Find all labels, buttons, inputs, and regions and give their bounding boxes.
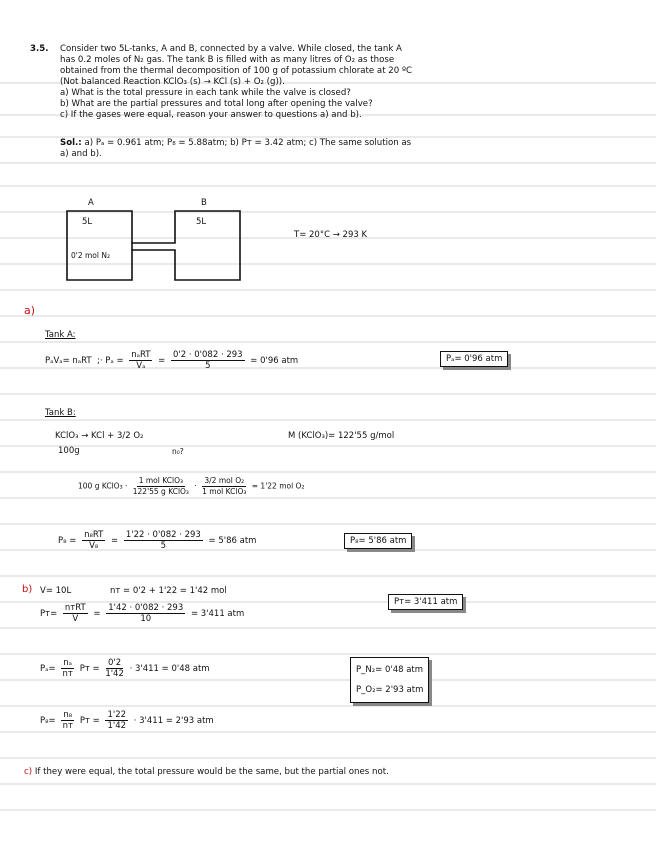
problem-line: c) If the gases were equal, reason your answer to questions a) and b). [60,110,362,120]
fraction: $\frac{0'2}{1'42}$ [105,658,124,679]
fraction: $\frac{\text{1 mol KClO₃}}{\text{122'55 g KClO₃}}$ [132,476,189,496]
fraction: $\frac{\text{3/2 mol O₂}}{\text{1 mol KClO₃}}$ [202,476,247,496]
fraction: $\frac{\text{n₈}}{\text{nᴛ}}$ [62,710,73,731]
part-c-text: If they were equal, the total pressure would be the same, but the partial ones not. [34,767,389,777]
total-pressure-calculation: Pᴛ= $\frac{\text{nᴛRT}}{V}$ = $\frac{1'42 \cdot 0'082 \cdot 293}{10}$ = 3'411 atm [40,603,245,624]
boxed-result-pb: P₈= 5'86 atm [344,533,412,549]
tank-b-volume: 5L [196,217,207,227]
problem-line: Consider two 5L-tanks, A and B, connected by a valve. While closed, the tank A [60,44,402,54]
problem-statement [30,44,470,121]
total-moles: nᴛ = 0'2 + 1'22 = 1'42 mol [110,586,227,596]
boxed-result-pt: Pᴛ= 3'411 atm [388,594,463,610]
tank-b-label: B [201,198,207,208]
part-a-marker: a) [24,304,36,317]
partial-pressure-b-calculation: P₈= $\frac{\text{n₈}}{\text{nᴛ}}$ Pᴛ = $\frac{1'22}{1'42}$ · 3'411 = 2'93 atm [40,710,214,731]
part-c-marker: c) [24,767,33,777]
reactant-mass: 100g [58,446,80,456]
tank-a-volume: 5L [82,217,93,227]
fraction: $\frac{\text{nₐRT}}{\text{Vₐ}}$ [131,350,151,371]
tank-a-calculation: PₐVₐ= nₐRT ;· Pₐ = $\frac{\text{nₐRT}}{\text{Vₐ}}$ = $\frac{0'2 \cdot 0'082 \cdot 293}{5}$ = 0'96 atm [45,350,299,371]
fraction: $\frac{1'22}{1'42}$ [107,710,127,731]
unknown-moles: n₀? [172,447,184,456]
solution-line: a) and b). [60,149,102,159]
boxed-result-pa: Pₐ= 0'96 atm [440,351,508,367]
ideal-gas-law: PₐVₐ= nₐRT [45,356,92,366]
boxed-po2: P_O₂= 2'93 atm [356,685,424,695]
fraction: $\frac{0'2 \cdot 0'082 \cdot 293}{5}$ [173,350,243,371]
total-volume: V= 10L [40,586,72,596]
problem-line: (Not balanced Reaction KClO₃ (s) → KCl (s) + O₂ (g)). [60,77,285,87]
reaction: KClO₃ → KCl + 3/2 O₂ [55,431,144,441]
problem-line: obtained from the thermal decomposition of 100 g of potassium chlorate at 20 ºC [60,66,413,76]
result-text: = 0'96 atm [250,356,299,366]
problem-line: b) What are the partial pressures and total long after opening the valve? [60,99,373,109]
tank-a-heading: Tank A: [45,330,76,340]
fraction: $\frac{\text{n₈RT}}{\text{V₈}}$ [84,530,104,551]
temperature-note: T= 20°C → 293 K [294,230,368,240]
tank-b-heading: Tank B: [45,408,76,418]
problem-line: has 0.2 moles of N₂ gas. The tank B is filled with as many litres of O₂ as those [60,55,395,65]
solution-summary [60,138,470,160]
solution-label: Sol.: [60,138,82,148]
step-text: ;· Pₐ = [97,356,124,366]
tank-b-pressure-calculation: P₈ = $\frac{\text{n₈RT}}{\text{V₈}}$ = $\frac{1'22 \cdot 0'082 \cdot 293}{5}$ = 5'86 atm [58,530,257,551]
problem-line: a) What is the total pressure in each tank while the valve is closed? [60,88,351,98]
molar-mass: M (KClO₃)= 122'55 g/mol [288,431,395,441]
fraction: $\frac{\text{nₐ}}{\text{nᴛ}}$ [62,658,73,679]
solution-line: a) Pₐ = 0.961 atm; P₈ = 5.88atm; b) Pᴛ = 3.42 atm; c) The same solution as [84,138,412,148]
conversion-calculation: 100 g KClO₃ · $\frac{\text{1 mol KClO₃}}{\text{122'55 g KClO₃}}$ · $\frac{\text{3/2 mol O₂}}{\text{1 mol KClO₃}}$ = 1'22 mol O₂ [78,476,305,496]
tank-a-label: A [88,198,94,208]
fraction: $\frac{1'42 \cdot 0'082 \cdot 293}{10}$ [108,603,184,624]
tank-a-content: 0'2 mol N₂ [71,251,110,260]
boxed-pn2: P_N₂= 0'48 atm [356,665,424,675]
partial-pressure-a-calculation: Pₐ= $\frac{\text{nₐ}}{\text{nᴛ}}$ Pᴛ = $\frac{0'2}{1'42}$ · 3'411 = 0'48 atm [40,658,210,679]
part-c-answer [24,767,389,777]
fraction: $\frac{\text{nᴛRT}}{V}$ [64,603,86,624]
part-b-marker: b) [22,584,33,595]
tanks-diagram [60,195,250,285]
problem-number: 3.5. [30,44,49,54]
fraction: $\frac{1'22 \cdot 0'082 \cdot 293}{5}$ [125,530,201,551]
boxed-partial-pressures [350,657,429,703]
